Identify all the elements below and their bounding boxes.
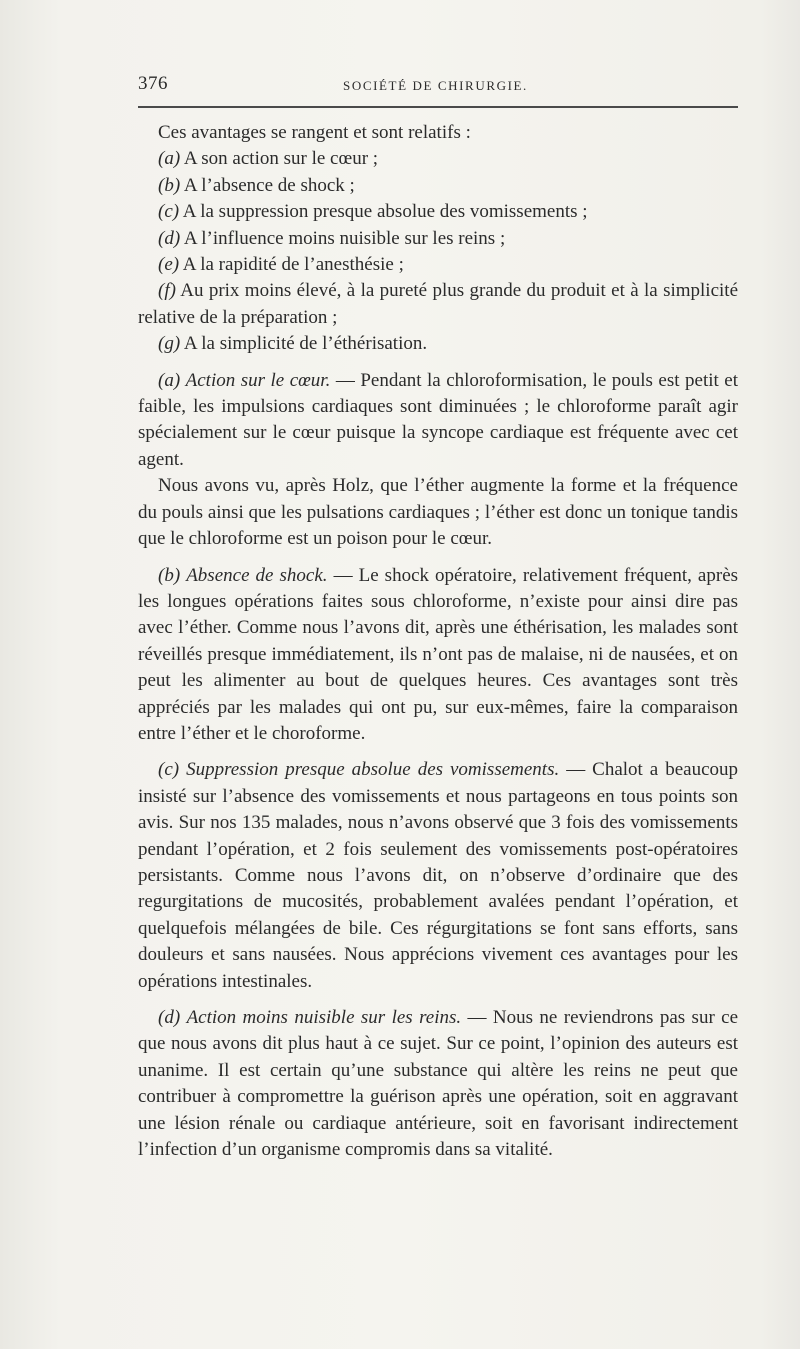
section-text: Chalot a beaucoup insisté sur l’absence des vomissements et nous partageons en tous points son avis. Sur nos 135 malades, nous n’avons observé que 3 fois des vomissements pendant l’opération, et 2 fois seulement des vomissements post-opératoires persistants. Comme nous l’avons dit, on n’observe d’ordinaire que des regurgitations de mucosités, probablement avalées pendant l’opération, et quelquefois mélangées de bile. Ces régurgitations se font sans efforts, sans douleurs et sans nausées. Nous apprécions vivement ces avantages pour les opérations intestinales. — [138, 759, 738, 992]
section-separator: — — [327, 564, 359, 586]
section-paragraph — [138, 368, 738, 474]
section-title: Suppression presque absolue des vomissements. — [186, 759, 560, 781]
section-text: Pendant la chloroformisation, le pouls est petit et faible, les impulsions cardiaques sont diminuées ; le chloroforme paraît agir spécialement sur le cœur puisque la syncope cardiaque est fréquente avec cet agent. — [138, 369, 738, 470]
list-item — [138, 199, 738, 225]
section-text: Nous ne reviendrons pas sur ce que nous avons dit plus haut à ce sujet. Sur ce point, l’opinion des auteurs est unanime. Il est certain qu’une substance qui altère les reins ne peut que contribuer à compromettre la guérison après une opération, soit en aggravant une lésion rénale ou cardiaque antérieure, soit en favorisant indirectement l’infection d’un organisme compromis dans sa vitalité. — [138, 1007, 739, 1161]
section-label: (a) — [158, 369, 181, 391]
section-title: Action moins nuisible sur les reins. — [186, 1007, 462, 1028]
section-label: (d) — [158, 1007, 181, 1028]
list-item-text: A la suppression presque absolue des vomissements ; — [182, 201, 588, 223]
list-item-text: A son action sur le cœur ; — [183, 148, 379, 170]
list-item-text: A l’absence de shock ; — [183, 174, 355, 196]
header-rule — [138, 106, 738, 108]
list-item — [138, 146, 738, 172]
section-title: Absence de shock. — [186, 564, 328, 586]
list-item-label: (f) — [158, 280, 176, 302]
list-item-text: A l’influence moins nuisible sur les reins ; — [183, 227, 506, 249]
list-item-text: A la rapidité de l’anesthésie ; — [182, 254, 404, 276]
section-paragraph — [138, 757, 738, 995]
list-item-label: (g) — [158, 333, 181, 355]
list-item — [138, 173, 738, 199]
section-paragraph — [138, 563, 738, 748]
list-item — [138, 252, 738, 278]
list-item — [138, 331, 738, 357]
section-separator: — — [330, 369, 361, 391]
list-item-text: Au prix moins élevé, à la pureté plus grande du produit et à la simplicité relative de la préparation ; — [138, 280, 739, 328]
list-item-label: (d) — [158, 227, 181, 249]
section-separator: — — [559, 759, 593, 781]
running-head: SOCIÉTÉ DE CHIRURGIE. — [343, 78, 528, 93]
section-label: (b) — [158, 564, 181, 586]
list-item-label: (a) — [158, 148, 181, 170]
section-paragraph — [138, 1005, 738, 1163]
list-item — [138, 278, 738, 331]
page-header — [138, 73, 738, 99]
list-item-label: (b) — [158, 174, 181, 196]
intro-paragraph: Ces avantages se rangent et sont relatifs : — [158, 122, 471, 143]
section-title: Action sur le cœur. — [185, 369, 331, 391]
list-item-label: (e) — [158, 254, 180, 276]
section-label: (c) — [158, 759, 180, 781]
body-text — [138, 120, 738, 1163]
page-number: 376 — [138, 73, 168, 94]
section-separator: — — [461, 1007, 493, 1028]
list-item-text: A la simplicité de l’éthérisation. — [183, 333, 428, 355]
list-item — [138, 226, 738, 252]
section-paragraph: Nous avons vu, après Holz, que l’éther augmente la forme et la fréquence du pouls ainsi que les pulsations cardiaques ; l’éther est donc un tonique tandis que le chloroforme est un poison pour le cœur. — [138, 475, 738, 550]
section-text: Le shock opératoire, relativement fréquent, après les longues opérations faites sous chloroforme, n’existe pour ainsi dire pas avec l’éther. Comme nous l’avons dit, après une éthérisation, les malades sont réveillés presque immédiatement, ils n’ont pas de malaise, ni de nausées, et on peut les alimenter au bout de quelques heures. Ces avantages sont très appréciés par les malades qui ont pu, sur eux-mêmes, faire la comparaison entre l’éther et le choroforme. — [138, 564, 739, 744]
list-item-label: (c) — [158, 201, 180, 223]
